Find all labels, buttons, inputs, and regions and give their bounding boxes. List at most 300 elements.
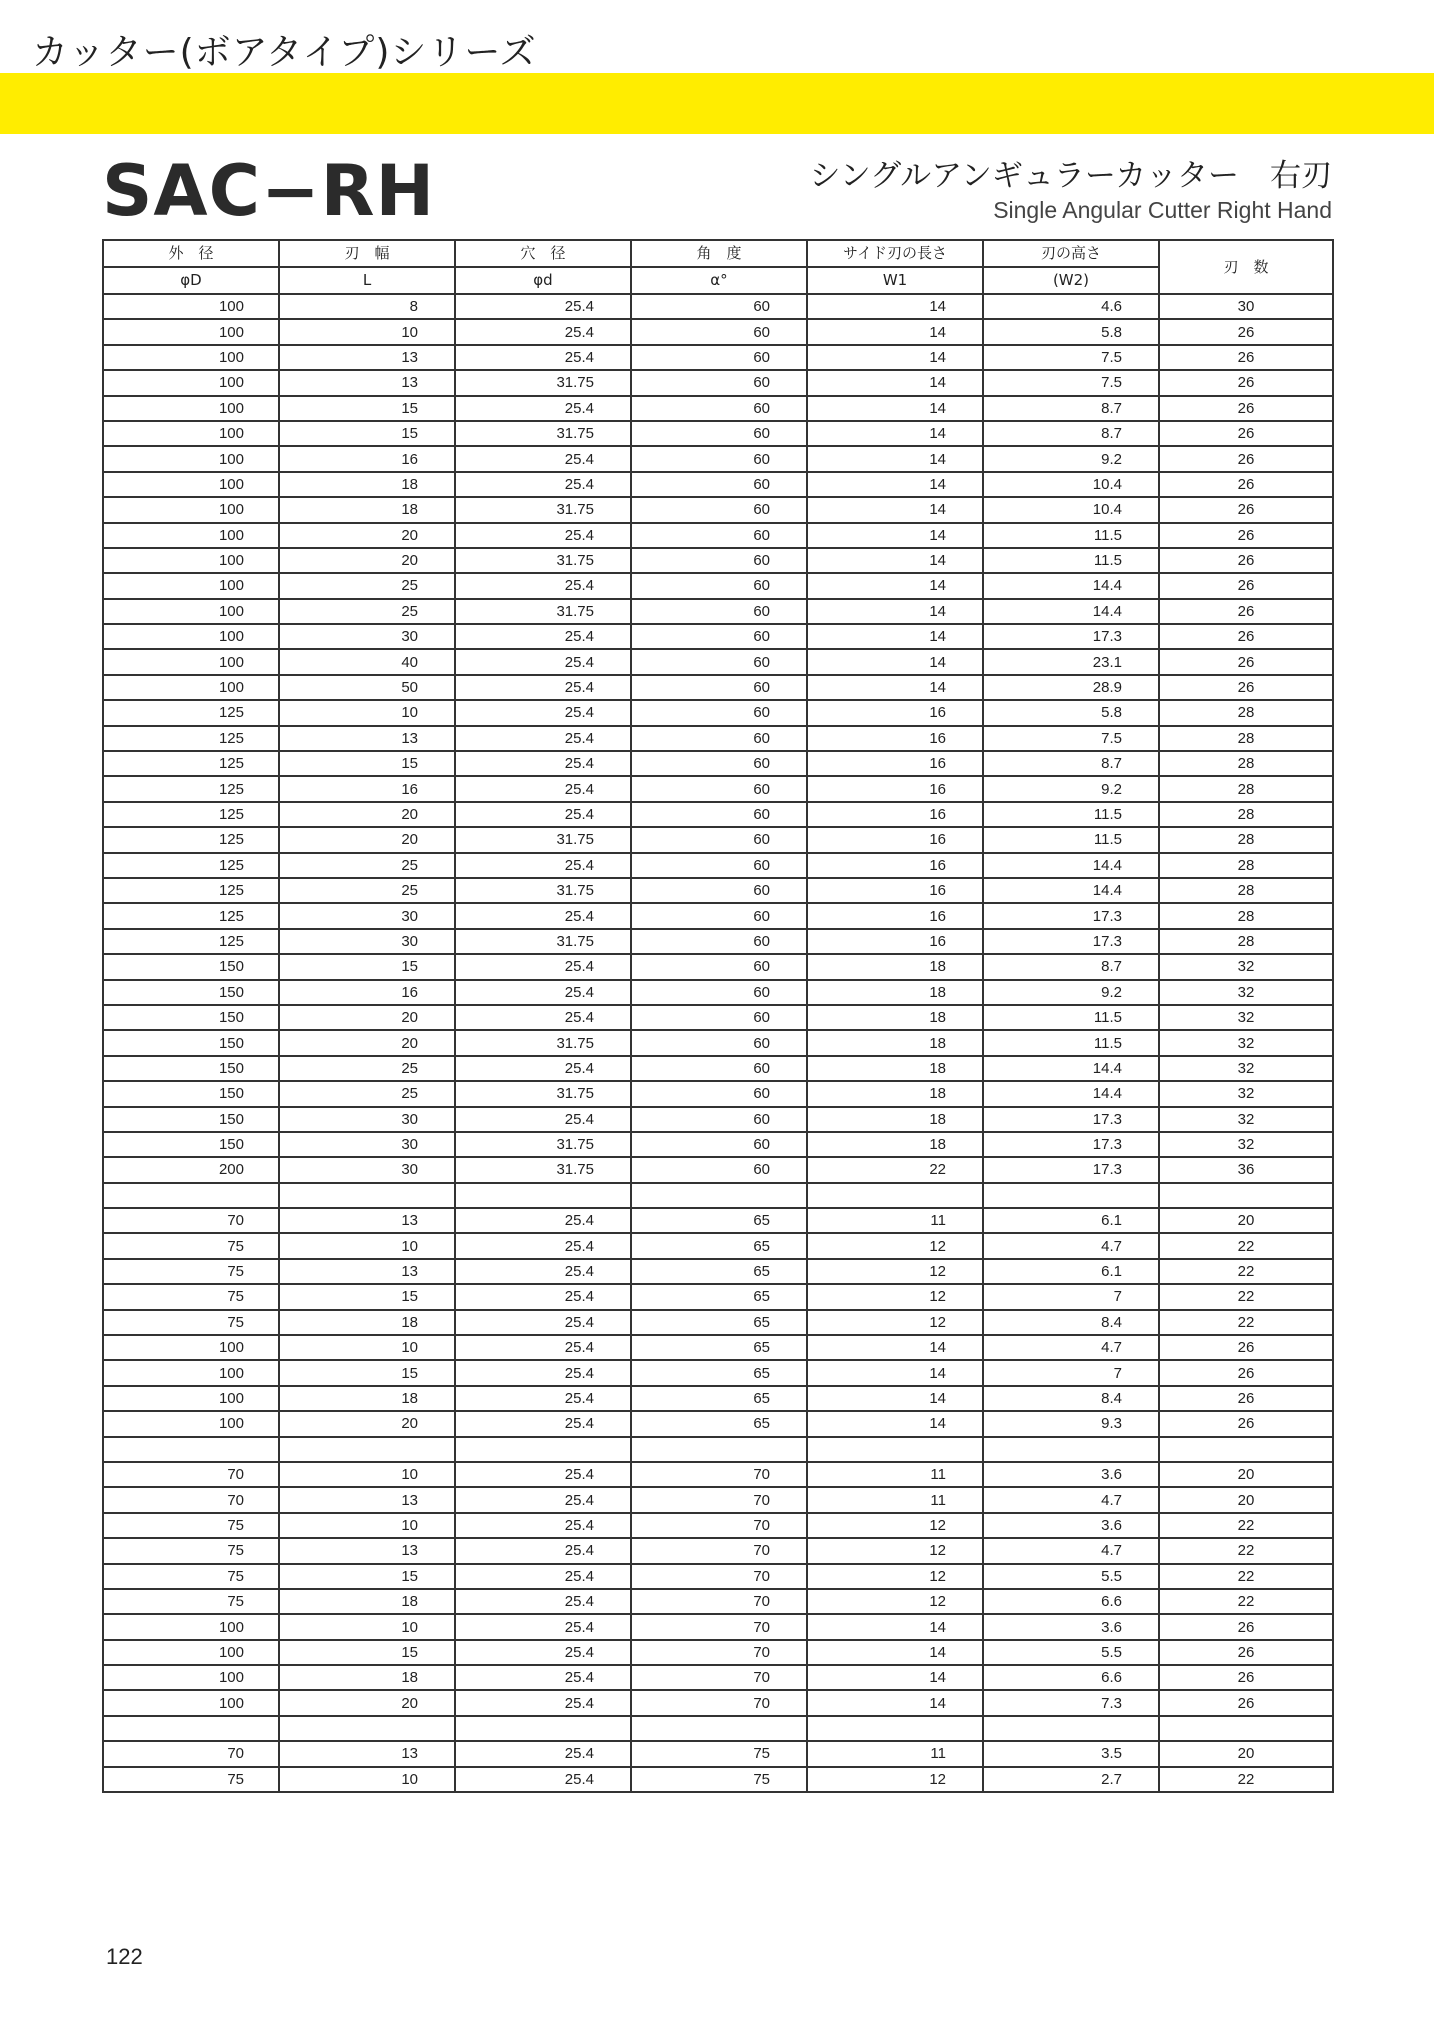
product-title-jp: シングルアンギュラーカッター 右刃: [809, 158, 1332, 194]
table-row: [103, 345, 1333, 370]
table-cell: 100: [103, 497, 279, 522]
table-cell: 25: [279, 1081, 455, 1106]
table-cell: 28.9: [983, 675, 1159, 700]
table-row: [103, 1233, 1333, 1258]
table-cell: [807, 1183, 983, 1208]
spec-table-body: [103, 294, 1333, 1792]
table-cell: 75: [103, 1284, 279, 1309]
table-cell: 16: [279, 776, 455, 801]
table-cell: 26: [1159, 548, 1333, 573]
table-cell: 70: [631, 1640, 807, 1665]
table-cell: 7.5: [983, 345, 1159, 370]
table-cell: 75: [103, 1233, 279, 1258]
table-cell: 14: [807, 1411, 983, 1436]
table-cell: 7.3: [983, 1690, 1159, 1715]
table-row: [103, 1335, 1333, 1360]
table-cell: 10: [279, 1767, 455, 1792]
table-cell: 25.4: [455, 903, 631, 928]
table-cell: 17.3: [983, 1132, 1159, 1157]
table-cell: 10.4: [983, 497, 1159, 522]
table-cell: 26: [1159, 599, 1333, 624]
table-row: [103, 497, 1333, 522]
table-cell: 28: [1159, 776, 1333, 801]
table-cell: 31.75: [455, 497, 631, 522]
table-cell: 70: [103, 1487, 279, 1512]
table-cell: 17.3: [983, 903, 1159, 928]
table-cell: 10: [279, 319, 455, 344]
table-cell: 18: [279, 1310, 455, 1335]
table-cell: 31.75: [455, 599, 631, 624]
table-cell: 20: [279, 1030, 455, 1055]
table-row: [103, 1411, 1333, 1436]
col-header-side-blade-length: サイド刃の長さ: [807, 240, 983, 267]
table-cell: 25: [279, 599, 455, 624]
table-cell: 11.5: [983, 827, 1159, 852]
table-cell: 25.4: [455, 1741, 631, 1766]
table-cell: 22: [1159, 1513, 1333, 1538]
table-cell: 60: [631, 954, 807, 979]
table-cell: 6.1: [983, 1208, 1159, 1233]
table-cell: 31.75: [455, 548, 631, 573]
table-cell: 31.75: [455, 827, 631, 852]
table-cell: 100: [103, 1640, 279, 1665]
table-cell: 12: [807, 1589, 983, 1614]
table-cell: 25.4: [455, 751, 631, 776]
table-row: [103, 1360, 1333, 1385]
table-cell: 26: [1159, 370, 1333, 395]
table-cell: 30: [279, 929, 455, 954]
table-cell: 65: [631, 1310, 807, 1335]
table-cell: 14: [807, 523, 983, 548]
table-cell: 20: [1159, 1487, 1333, 1512]
table-row: [103, 1640, 1333, 1665]
table-cell: 32: [1159, 1107, 1333, 1132]
table-cell: 13: [279, 1259, 455, 1284]
table-cell: 14.4: [983, 878, 1159, 903]
table-cell: 12: [807, 1513, 983, 1538]
table-row: [103, 1716, 1333, 1741]
table-cell: 150: [103, 1132, 279, 1157]
table-cell: 31.75: [455, 1132, 631, 1157]
table-cell: 26: [1159, 649, 1333, 674]
table-cell: 25.4: [455, 1005, 631, 1030]
table-row: [103, 472, 1333, 497]
table-cell: 22: [1159, 1538, 1333, 1563]
table-cell: 14: [807, 1386, 983, 1411]
table-cell: 16: [807, 802, 983, 827]
table-cell: 32: [1159, 1056, 1333, 1081]
table-cell: 9.2: [983, 980, 1159, 1005]
table-cell: 12: [807, 1284, 983, 1309]
table-row: [103, 980, 1333, 1005]
table-cell: 26: [1159, 573, 1333, 598]
table-cell: 16: [279, 446, 455, 471]
table-row: [103, 319, 1333, 344]
table-cell: 14: [807, 319, 983, 344]
table-cell: 100: [103, 649, 279, 674]
table-cell: 200: [103, 1157, 279, 1182]
table-cell: 125: [103, 929, 279, 954]
table-cell: 11: [807, 1208, 983, 1233]
table-cell: 25.4: [455, 345, 631, 370]
table-cell: 12: [807, 1564, 983, 1589]
table-row: [103, 700, 1333, 725]
table-row: [103, 396, 1333, 421]
table-cell: [983, 1716, 1159, 1741]
table-cell: 25.4: [455, 726, 631, 751]
table-cell: 16: [807, 776, 983, 801]
table-cell: 25.4: [455, 624, 631, 649]
table-cell: 26: [1159, 497, 1333, 522]
table-row: [103, 1513, 1333, 1538]
table-cell: 18: [807, 980, 983, 1005]
table-cell: 26: [1159, 1665, 1333, 1690]
table-cell: 125: [103, 802, 279, 827]
table-cell: 15: [279, 751, 455, 776]
table-cell: [279, 1183, 455, 1208]
table-cell: 100: [103, 624, 279, 649]
table-row: [103, 1386, 1333, 1411]
table-cell: 65: [631, 1335, 807, 1360]
table-cell: 60: [631, 1132, 807, 1157]
table-cell: [455, 1716, 631, 1741]
table-cell: 65: [631, 1233, 807, 1258]
table-cell: 60: [631, 497, 807, 522]
table-cell: 25.4: [455, 319, 631, 344]
table-row: [103, 853, 1333, 878]
table-cell: 6.6: [983, 1665, 1159, 1690]
table-cell: 9.2: [983, 446, 1159, 471]
table-cell: 28: [1159, 929, 1333, 954]
table-cell: 100: [103, 523, 279, 548]
table-cell: 25.4: [455, 1208, 631, 1233]
page-number: 122: [106, 1944, 143, 1969]
spec-table: [102, 239, 1334, 1793]
table-cell: 100: [103, 1411, 279, 1436]
table-cell: 14: [807, 599, 983, 624]
table-cell: 14.4: [983, 599, 1159, 624]
table-cell: 60: [631, 649, 807, 674]
table-cell: 14: [807, 421, 983, 446]
table-cell: [279, 1716, 455, 1741]
table-cell: 26: [1159, 1360, 1333, 1385]
table-cell: 14: [807, 1690, 983, 1715]
table-cell: [631, 1183, 807, 1208]
table-row: [103, 1183, 1333, 1208]
table-cell: 70: [631, 1538, 807, 1563]
table-cell: 25.4: [455, 1614, 631, 1639]
table-cell: 13: [279, 726, 455, 751]
table-cell: 65: [631, 1386, 807, 1411]
table-cell: 25.4: [455, 1640, 631, 1665]
table-row: [103, 1081, 1333, 1106]
table-cell: 60: [631, 1030, 807, 1055]
table-cell: 14.4: [983, 1056, 1159, 1081]
table-cell: 125: [103, 878, 279, 903]
table-cell: 14: [807, 1665, 983, 1690]
table-cell: 60: [631, 319, 807, 344]
table-row: [103, 1284, 1333, 1309]
table-cell: 125: [103, 726, 279, 751]
table-cell: 14.4: [983, 573, 1159, 598]
product-title-en: Single Angular Cutter Right Hand: [993, 197, 1332, 223]
table-cell: 25.4: [455, 1284, 631, 1309]
table-row: [103, 573, 1333, 598]
table-cell: 25.4: [455, 1487, 631, 1512]
table-cell: 22: [1159, 1310, 1333, 1335]
table-cell: 14: [807, 548, 983, 573]
table-cell: 60: [631, 421, 807, 446]
table-cell: 150: [103, 1030, 279, 1055]
table-cell: 25.4: [455, 802, 631, 827]
table-cell: 16: [807, 853, 983, 878]
table-cell: 28: [1159, 802, 1333, 827]
table-cell: 26: [1159, 675, 1333, 700]
table-row: [103, 827, 1333, 852]
table-cell: 15: [279, 1284, 455, 1309]
table-cell: 26: [1159, 1386, 1333, 1411]
table-cell: 70: [631, 1487, 807, 1512]
table-cell: [807, 1437, 983, 1462]
table-cell: 14: [807, 1360, 983, 1385]
table-cell: 20: [279, 1005, 455, 1030]
col-unit-W2: (W2): [983, 267, 1159, 294]
table-cell: [103, 1183, 279, 1208]
table-cell: 28: [1159, 853, 1333, 878]
table-cell: [983, 1183, 1159, 1208]
table-cell: 16: [807, 700, 983, 725]
table-cell: 14: [807, 345, 983, 370]
table-row: [103, 1741, 1333, 1766]
model-code: SAC−RH: [102, 150, 436, 232]
table-row: [103, 776, 1333, 801]
table-cell: 8.7: [983, 421, 1159, 446]
table-cell: 31.75: [455, 878, 631, 903]
table-cell: 125: [103, 751, 279, 776]
table-cell: 4.7: [983, 1487, 1159, 1512]
table-cell: 70: [631, 1564, 807, 1589]
col-header-angle: 角 度: [631, 240, 807, 267]
table-cell: 32: [1159, 1030, 1333, 1055]
table-cell: 17.3: [983, 929, 1159, 954]
table-row: [103, 1107, 1333, 1132]
table-cell: 25: [279, 1056, 455, 1081]
table-cell: 125: [103, 903, 279, 928]
table-cell: [807, 1716, 983, 1741]
table-cell: 60: [631, 446, 807, 471]
table-cell: 100: [103, 1690, 279, 1715]
table-cell: 100: [103, 345, 279, 370]
table-cell: 10: [279, 700, 455, 725]
table-row: [103, 294, 1333, 319]
table-row: [103, 548, 1333, 573]
table-row: [103, 1767, 1333, 1792]
table-cell: 17.3: [983, 1107, 1159, 1132]
table-cell: 25.4: [455, 1538, 631, 1563]
table-cell: 60: [631, 573, 807, 598]
table-cell: 150: [103, 1005, 279, 1030]
table-cell: 100: [103, 1665, 279, 1690]
table-cell: 14: [807, 1614, 983, 1639]
table-cell: 20: [279, 1411, 455, 1436]
table-cell: 25.4: [455, 1767, 631, 1792]
table-cell: 11.5: [983, 1005, 1159, 1030]
table-cell: 16: [279, 980, 455, 1005]
table-row: [103, 751, 1333, 776]
col-header-teeth-count: 刃 数: [1159, 240, 1333, 294]
table-cell: [1159, 1716, 1333, 1741]
table-cell: 60: [631, 929, 807, 954]
table-cell: 25: [279, 853, 455, 878]
table-cell: 60: [631, 624, 807, 649]
table-cell: 8.4: [983, 1310, 1159, 1335]
table-cell: 60: [631, 345, 807, 370]
table-row: [103, 523, 1333, 548]
table-cell: 32: [1159, 980, 1333, 1005]
table-row: [103, 649, 1333, 674]
table-cell: 20: [279, 523, 455, 548]
table-cell: 14: [807, 1640, 983, 1665]
table-cell: [631, 1716, 807, 1741]
table-cell: 28: [1159, 827, 1333, 852]
table-cell: 18: [279, 1665, 455, 1690]
table-cell: 25.4: [455, 776, 631, 801]
table-cell: 30: [279, 1157, 455, 1182]
table-cell: 70: [631, 1690, 807, 1715]
table-cell: 60: [631, 472, 807, 497]
table-cell: 20: [1159, 1208, 1333, 1233]
table-cell: 12: [807, 1538, 983, 1563]
table-cell: 13: [279, 1208, 455, 1233]
table-cell: 75: [631, 1741, 807, 1766]
table-cell: 60: [631, 1056, 807, 1081]
table-cell: 150: [103, 1081, 279, 1106]
table-cell: 30: [1159, 294, 1333, 319]
table-row: [103, 1462, 1333, 1487]
table-cell: 60: [631, 726, 807, 751]
table-cell: 125: [103, 853, 279, 878]
table-cell: 15: [279, 1564, 455, 1589]
table-cell: 60: [631, 878, 807, 903]
table-cell: 100: [103, 370, 279, 395]
table-cell: [103, 1437, 279, 1462]
table-cell: 25.4: [455, 1513, 631, 1538]
table-cell: 25.4: [455, 573, 631, 598]
table-cell: 25.4: [455, 472, 631, 497]
table-cell: 15: [279, 396, 455, 421]
table-cell: 11: [807, 1487, 983, 1512]
table-cell: 125: [103, 776, 279, 801]
table-cell: 7: [983, 1284, 1159, 1309]
table-cell: 25.4: [455, 980, 631, 1005]
header-row-1: [103, 240, 1333, 267]
table-cell: 60: [631, 802, 807, 827]
table-cell: 60: [631, 548, 807, 573]
table-cell: 4.7: [983, 1538, 1159, 1563]
table-cell: 5.5: [983, 1564, 1159, 1589]
table-cell: 23.1: [983, 649, 1159, 674]
col-header-bore-diameter: 穴 径: [455, 240, 631, 267]
table-cell: 70: [103, 1208, 279, 1233]
table-cell: 70: [631, 1513, 807, 1538]
table-cell: 13: [279, 1487, 455, 1512]
table-cell: 25.4: [455, 649, 631, 674]
table-cell: 60: [631, 751, 807, 776]
table-row: [103, 903, 1333, 928]
table-cell: 10: [279, 1614, 455, 1639]
table-cell: 100: [103, 1614, 279, 1639]
table-cell: 18: [807, 1005, 983, 1030]
table-cell: 4.6: [983, 294, 1159, 319]
table-row: [103, 599, 1333, 624]
table-row: [103, 802, 1333, 827]
header-row-2: [103, 267, 1333, 294]
table-cell: 22: [1159, 1284, 1333, 1309]
table-cell: 60: [631, 903, 807, 928]
table-cell: 15: [279, 1640, 455, 1665]
table-cell: 60: [631, 396, 807, 421]
table-cell: 28: [1159, 903, 1333, 928]
table-cell: 12: [807, 1767, 983, 1792]
table-cell: 12: [807, 1310, 983, 1335]
table-cell: 6.1: [983, 1259, 1159, 1284]
table-cell: 13: [279, 370, 455, 395]
table-cell: 65: [631, 1411, 807, 1436]
table-cell: 11.5: [983, 802, 1159, 827]
table-cell: 100: [103, 294, 279, 319]
table-cell: 11.5: [983, 548, 1159, 573]
table-row: [103, 1310, 1333, 1335]
col-header-outer-diameter: 外 径: [103, 240, 279, 267]
table-cell: 60: [631, 370, 807, 395]
table-row: [103, 1056, 1333, 1081]
table-cell: 100: [103, 472, 279, 497]
table-row: [103, 929, 1333, 954]
table-row: [103, 726, 1333, 751]
table-cell: 100: [103, 675, 279, 700]
table-cell: 11: [807, 1462, 983, 1487]
table-cell: 150: [103, 980, 279, 1005]
table-cell: 32: [1159, 1005, 1333, 1030]
table-cell: [631, 1437, 807, 1462]
table-cell: 32: [1159, 1081, 1333, 1106]
table-cell: 14: [807, 396, 983, 421]
table-cell: 30: [279, 903, 455, 928]
table-cell: 26: [1159, 446, 1333, 471]
table-cell: 16: [807, 827, 983, 852]
table-cell: 125: [103, 827, 279, 852]
table-cell: 8: [279, 294, 455, 319]
table-cell: 15: [279, 421, 455, 446]
table-cell: [455, 1183, 631, 1208]
table-cell: 10: [279, 1462, 455, 1487]
table-cell: 60: [631, 1081, 807, 1106]
table-cell: 32: [1159, 954, 1333, 979]
table-cell: 18: [807, 1056, 983, 1081]
table-cell: 25: [279, 878, 455, 903]
table-cell: 11.5: [983, 523, 1159, 548]
table-row: [103, 1157, 1333, 1182]
table-cell: 20: [279, 827, 455, 852]
table-cell: 6.6: [983, 1589, 1159, 1614]
table-cell: 26: [1159, 1411, 1333, 1436]
table-cell: 70: [631, 1462, 807, 1487]
table-cell: 3.5: [983, 1741, 1159, 1766]
series-title: カッター(ボアタイプ)シリーズ: [32, 32, 537, 73]
table-row: [103, 1030, 1333, 1055]
table-cell: 8.7: [983, 751, 1159, 776]
table-cell: 75: [103, 1564, 279, 1589]
